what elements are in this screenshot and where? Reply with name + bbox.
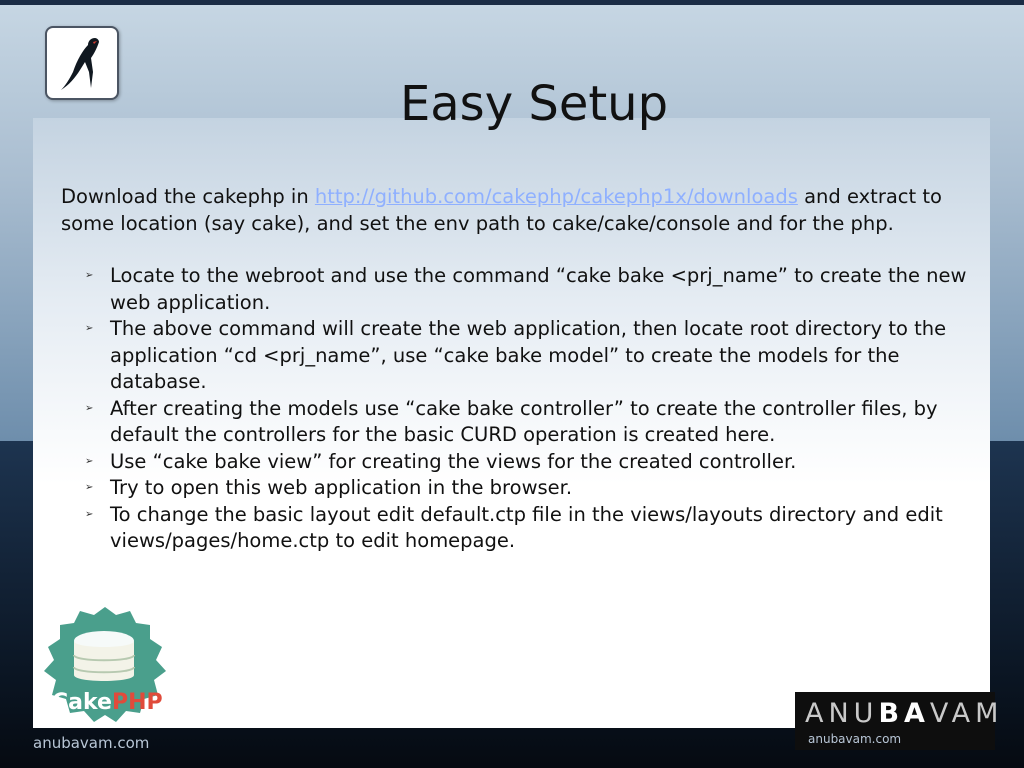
wordmark-part: ANU [805, 698, 879, 729]
list-item [61, 449, 971, 476]
list-item [61, 396, 971, 449]
bullet-text: After creating the models use “cake bake controller” to create the controller files, by default the controllers for the basic CURD operation is created here. [110, 396, 938, 446]
bullet-arrow-icon: ➢ [85, 482, 94, 493]
list-item [61, 502, 971, 555]
bullet-arrow-icon: ➢ [85, 270, 94, 281]
download-link[interactable]: http://github.com/cakephp/cakephp1x/downloads [314, 185, 798, 208]
list-item [61, 263, 971, 316]
bullet-arrow-icon: ➢ [85, 455, 94, 467]
bullet-text: The above command will create the web application, then locate root directory to the application “cd <prj_name”, use “cake bake model” to create the models for the database. [110, 317, 947, 393]
bullet-arrow-icon: ➢ [85, 508, 94, 520]
bullet-arrow-icon: ➢ [85, 402, 94, 414]
slide-title: Easy Setup [399, 76, 669, 132]
bullet-text: Locate to the webroot and use the command “cake bake <prj_name” to create the new web application. [110, 264, 967, 314]
intro-paragraph [61, 184, 971, 237]
list-item [61, 475, 971, 502]
badge-text-php: PHP [112, 690, 163, 715]
wordmark-highlight: BA [878, 698, 930, 729]
wordmark-part: VAM [929, 698, 1004, 729]
bullet-text: To change the basic layout edit default.ctp file in the views/layouts directory and edit views/pages/home.ctp to edit homepage. [110, 502, 943, 552]
bullet-list [61, 263, 971, 555]
bullet-text: Use “cake bake view” for creating the views for the created controller. [110, 449, 797, 473]
anubavam-url: anubavam.com [808, 732, 902, 746]
bullet-arrow-icon: ➢ [85, 323, 94, 334]
bullet-text: Try to open this web application in the browser. [110, 476, 573, 499]
list-item [61, 316, 971, 396]
intro-text-before: Download the cakephp in [61, 185, 315, 208]
anubavam-wordmark [805, 698, 1003, 729]
slide-content [61, 184, 971, 555]
intro-text-after: and extract to some location (say cake), and set the env path to cake/cake/console and for the php. [61, 185, 942, 235]
cake-icon [30, 605, 180, 725]
anubavam-logo [795, 692, 1004, 750]
cakephp-logo [30, 605, 180, 725]
footer-url: anubavam.com [33, 734, 150, 752]
badge-text-cake: Cake [52, 690, 112, 715]
